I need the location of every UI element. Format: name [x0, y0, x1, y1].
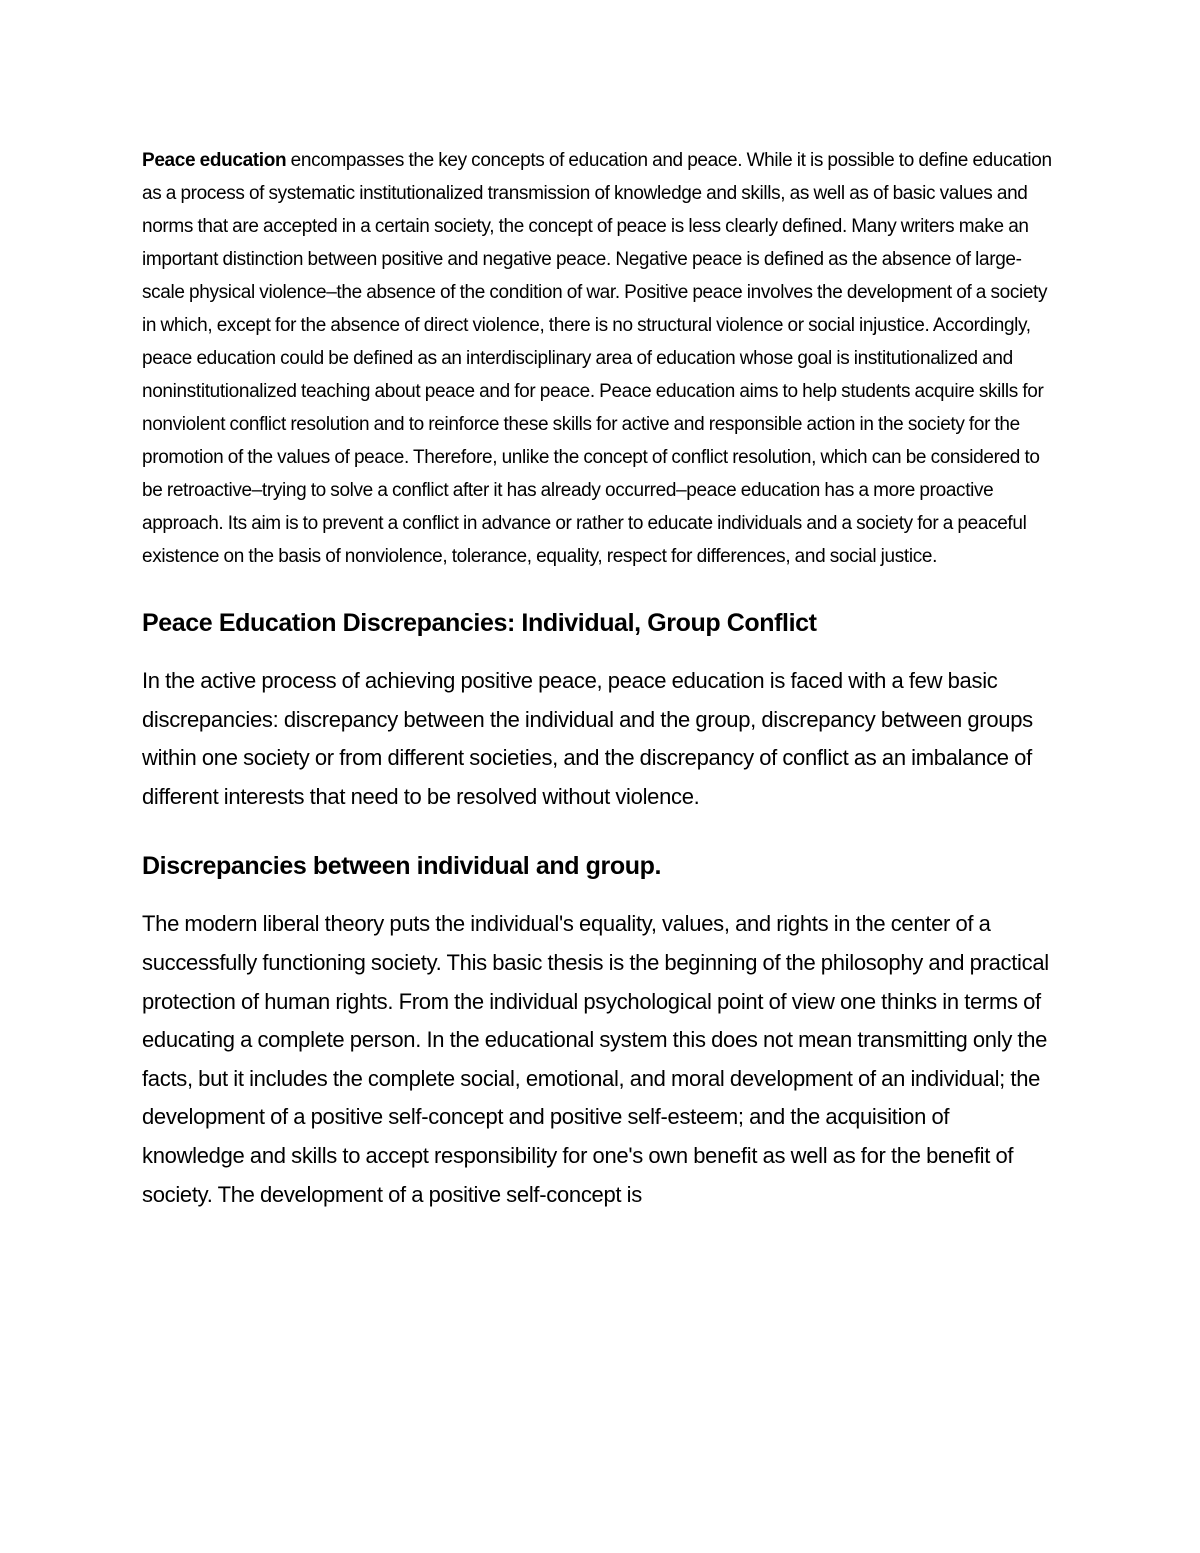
intro-paragraph [142, 144, 1054, 573]
section-paragraph-individual-group: The modern liberal theory puts the individual's equality, values, and rights in the center of a successfully functioning society. This basic thesis is the beginning of the philosophy and practical protection of human rights. From the individual psychological point of view one thinks in terms of educating a complete person. In the educational system this does not mean transmitting only the facts, but it includes the complete social, emotional, and moral development of an individual; the development of a positive self-concept and positive self-esteem; and the acquisition of knowledge and skills to accept responsibility for one's own benefit as well as for the benefit of society. The development of a positive self-concept is [142, 911, 1049, 1207]
document-body [142, 144, 1054, 1214]
intro-text: encompasses the key concepts of education and peace. While it is possible to define education as a process of systematic institutionalized transmission of knowledge and skills, as well as of basic values and norms that are accepted in a certain society, the concept of peace is less clearly defined. Many writers make an important distinction between positive and negative peace. Negative peace is defined as the absence of large-scale physical violence–the absence of the condition of war. Positive peace involves the development of a society in which, except for the absence of direct violence, there is no structural violence or social injustice. Accordingly, peace education could be defined as an interdisciplinary area of education whose goal is institutionalized and noninstitutionalized teaching about peace and for peace. Peace education aims to help students acquire skills for nonviolent conflict resolution and to reinforce these skills for active and responsible action in the society for the promotion of the values of peace. Therefore, unlike the concept of conflict resolution, which can be considered to be retroactive–trying to solve a conflict after it has already occurred–peace education has a more proactive approach. Its aim is to prevent a conflict in advance or rather to educate individuals and a society for a peaceful existence on the basis of nonviolence, tolerance, equality, respect for differences, and social justice. [142, 150, 1052, 567]
section-heading-discrepancies: Peace Education Discrepancies: Individual, Group Conflict [142, 609, 817, 637]
section-paragraph-discrepancies: In the active process of achieving positive peace, peace education is faced with a few basic discrepancies: discrepancy between the individual and the group, discrepancy between groups within one society or from different societies, and the discrepancy of conflict as an imbalance of different interests that need to be resolved without violence. [142, 668, 1033, 809]
section-heading-individual-group: Discrepancies between individual and group. [142, 852, 662, 881]
lead-term: Peace education [142, 150, 287, 171]
